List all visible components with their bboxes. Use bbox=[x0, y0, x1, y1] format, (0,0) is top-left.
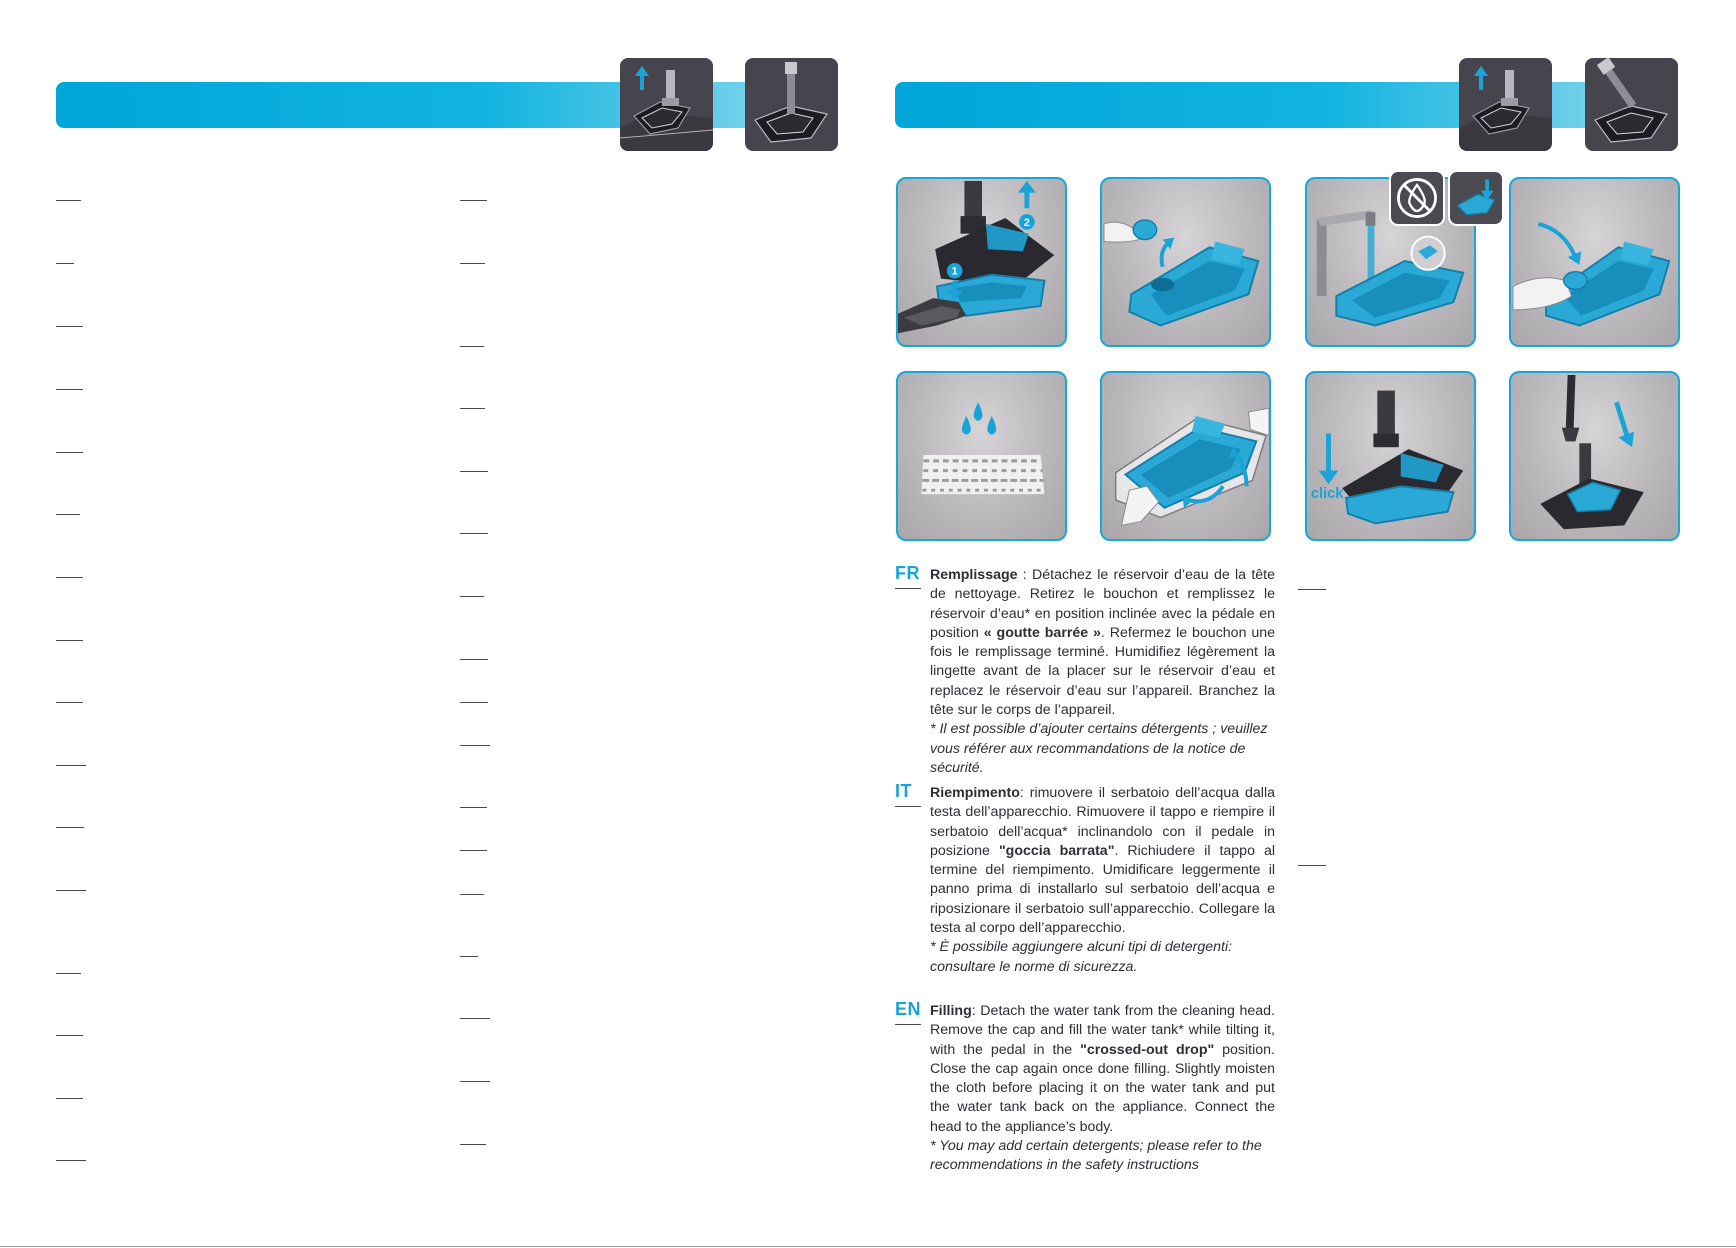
page-bottom-line bbox=[0, 1246, 1736, 1247]
emphasis: "goccia barrata" bbox=[998, 842, 1115, 859]
left-header-banner bbox=[56, 82, 836, 128]
lang-code-en: EN bbox=[895, 999, 922, 1019]
divider-rule bbox=[460, 408, 485, 409]
step-panel-remove-cap bbox=[1100, 177, 1271, 347]
click-label: click bbox=[1310, 485, 1344, 502]
section-title: Filling bbox=[930, 1003, 972, 1019]
lang-rule bbox=[895, 1024, 921, 1025]
lang-code-it: IT bbox=[895, 781, 912, 801]
divider-rule bbox=[56, 514, 80, 515]
divider-rule bbox=[460, 346, 484, 347]
paragraph: : Detach the water tank from the cleaning head. Remove the cap and fill the water tank* while tilting it, with the pedal in the bbox=[930, 1003, 1275, 1058]
paragraph: : rimuovere il serbatoio dell’acqua dalla testa dell’apparecchio. Rimuovere il tappo e riempire il serbatoio dell’acqua* inclinandolo con il pedale in posizione bbox=[930, 785, 1275, 859]
handle-attach-icon bbox=[745, 58, 838, 151]
divider-rule bbox=[56, 326, 83, 327]
handle-attach-icon bbox=[1585, 58, 1678, 151]
divider-rule bbox=[1298, 589, 1326, 590]
divider-rule bbox=[460, 200, 487, 201]
paragraph: . Richiudere il tappo al termine del riempimento. Umidificare leggermente il panno prima di installarlo sul serbatoio dell’acqua e riposizionare il serbatoio sull’apparecchio. Collegare la testa al corpo dell’apparecchio. bbox=[930, 842, 1275, 937]
lang-rule bbox=[895, 588, 921, 589]
paragraph: : Détachez le réservoir d’eau de la tête de nettoyage. Retirez le bouchon et remplissez le réservoir d’eau* en position inclinée avec la pédale en position bbox=[930, 567, 1275, 641]
divider-rule bbox=[56, 1160, 86, 1161]
divider-rule bbox=[460, 956, 478, 957]
divider-rule bbox=[56, 973, 81, 974]
step-panel-click-head bbox=[1305, 371, 1476, 541]
section-title: Remplissage bbox=[930, 567, 1018, 583]
lang-rule bbox=[895, 806, 921, 807]
divider-rule bbox=[460, 263, 485, 264]
divider-rule bbox=[56, 389, 83, 390]
instruction-text-it bbox=[930, 784, 1275, 977]
step-panel-close-cap bbox=[1509, 177, 1680, 347]
divider-rule bbox=[460, 702, 488, 703]
divider-rule bbox=[56, 765, 86, 766]
divider-rule bbox=[460, 1144, 486, 1145]
section-title: Riempimento bbox=[930, 785, 1020, 801]
crossed-out-drop-icon bbox=[1389, 170, 1445, 226]
divider-rule bbox=[56, 1035, 83, 1036]
divider-rule bbox=[56, 827, 84, 828]
divider-rule bbox=[56, 640, 83, 641]
divider-rule bbox=[460, 1081, 490, 1082]
divider-rule bbox=[56, 890, 86, 891]
paragraph: . Refermez le bouchon une fois le remplissage terminé. Humidifiez légèrement la lingette avant de la placer sur le réservoir d’eau et replacez le réservoir d’eau sur l’appareil. Branchez la tête sur le corps de l’appareil. bbox=[930, 624, 1276, 719]
divider-rule bbox=[460, 894, 484, 895]
divider-rule bbox=[460, 807, 487, 808]
instruction-text-fr bbox=[930, 566, 1275, 778]
tank-fill-icon bbox=[1448, 170, 1504, 226]
divider-rule bbox=[56, 577, 83, 578]
detergent-note: * È possibile aggiungere alcuni tipi di detergenti: consultare le norme di sicurezza. bbox=[930, 939, 1233, 975]
emphasis: « goutte barrée » bbox=[983, 624, 1101, 641]
step-panel-attach-cloth bbox=[1100, 371, 1271, 541]
step-marker-1: 1 bbox=[951, 265, 958, 278]
paragraph: position. Close the cap again once done filling. Slightly moisten the cloth before placing it on the water tank and put the water tank back on the appliance. Connect the head to the appliance’s body. bbox=[930, 1041, 1275, 1135]
detergent-note: * Il est possible d’ajouter certains détergents ; veuillez vous référer aux recommandations de la notice de sécurité. bbox=[930, 721, 1268, 776]
divider-rule bbox=[460, 471, 488, 472]
divider-rule bbox=[1298, 865, 1326, 866]
divider-rule bbox=[460, 745, 490, 746]
divider-rule bbox=[460, 533, 488, 534]
detergent-note: * You may add certain detergents; please refer to the recommendations in the safety instructions bbox=[930, 1138, 1262, 1174]
tank-lift-icon bbox=[1459, 58, 1552, 151]
instruction-text-en bbox=[930, 1002, 1275, 1176]
divider-rule bbox=[56, 200, 81, 201]
divider-rule bbox=[56, 702, 83, 703]
emphasis: "crossed-out drop" bbox=[1080, 1041, 1215, 1058]
divider-rule bbox=[56, 1098, 83, 1099]
divider-rule bbox=[460, 1018, 490, 1019]
divider-rule bbox=[56, 263, 74, 264]
step-panel-detach-tank bbox=[896, 177, 1067, 347]
divider-rule bbox=[460, 850, 487, 851]
lang-code-fr: FR bbox=[895, 563, 920, 583]
divider-rule bbox=[460, 659, 488, 660]
right-header-banner bbox=[895, 82, 1678, 128]
tank-lift-icon bbox=[620, 58, 713, 151]
divider-rule bbox=[460, 596, 484, 597]
divider-rule bbox=[56, 452, 83, 453]
step-panel-moisten-cloth bbox=[896, 371, 1067, 541]
step-panel-attach-handle bbox=[1509, 371, 1680, 541]
step-marker-2: 2 bbox=[1023, 216, 1030, 229]
